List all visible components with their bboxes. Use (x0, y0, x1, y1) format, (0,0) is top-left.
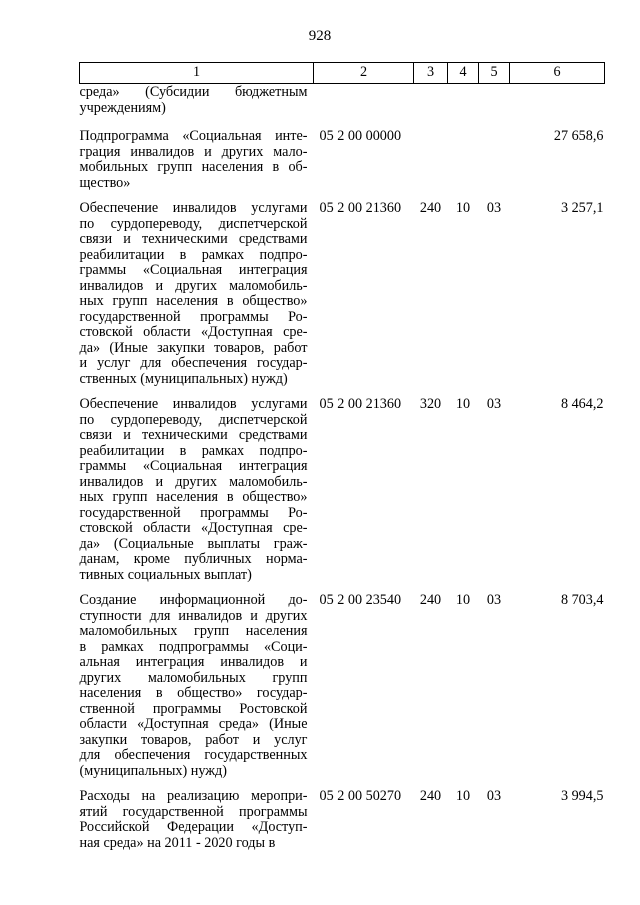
subsection-code: 03 (486, 200, 502, 216)
target-article-code: 05 2 00 21360 (319, 396, 402, 412)
header-col-5: 5 (479, 63, 510, 84)
table-row (80, 593, 605, 789)
description-line: ступности для инвалидов и других (79, 607, 308, 624)
description-line: инвалидов и других маломобиль- (79, 473, 308, 490)
description-line: Создание информационной до- (79, 592, 308, 608)
description-line: населения в общество» государ- (79, 685, 308, 701)
description-line: тивных социальных выплат) (79, 566, 252, 583)
description-line: маломобильных групп населения (79, 623, 308, 639)
description-line: Подпрограмма «Социальная инте- (79, 128, 308, 144)
description-line: области «Доступная среда» (Иные (79, 716, 308, 732)
table-header-row (80, 63, 605, 84)
amount: 8 703,4 (560, 592, 604, 608)
description-line: государственной программы Ро- (79, 504, 308, 521)
expense-type-code: 240 (419, 788, 442, 804)
amount: 3 994,5 (560, 788, 604, 804)
section-code (448, 84, 479, 130)
description-line: ственных (муниципальных) нужд) (79, 370, 288, 387)
description-line: ственной программы Ростовской (79, 700, 308, 717)
expense-type-code: 240 (419, 592, 442, 608)
description-line: Российской Федерации «Доступ- (79, 819, 308, 835)
row-description (80, 129, 314, 201)
description-line: альная интеграция инвалидов и (79, 654, 308, 670)
header-col-1: 1 (80, 63, 314, 84)
description-line: Обеспечение инвалидов услугами (79, 200, 308, 216)
description-line: государственной программы Ро- (79, 308, 308, 325)
target-article-code: 05 2 00 50270 (319, 788, 402, 804)
description-line: реабилитации в рамках подпро- (79, 246, 308, 263)
header-col-4: 4 (448, 63, 479, 84)
subsection-code: 03 (486, 788, 502, 804)
description-line: по сурдопереводу, диспетчерской (79, 215, 308, 232)
subsection-code (479, 84, 510, 130)
subsection-code: 03 (486, 396, 502, 412)
row-description (80, 397, 314, 593)
amount: 8 464,2 (560, 396, 604, 412)
section-code: 10 (455, 396, 471, 412)
row-description (80, 201, 314, 397)
description-line: Обеспечение инвалидов услугами (79, 396, 308, 412)
description-line: реабилитации в рамках подпро- (79, 442, 308, 459)
target-article-code: 05 2 00 23540 (319, 592, 402, 608)
description-line: стовской области «Доступная сре- (79, 324, 308, 340)
description-line: граммы «Социальная интеграция (79, 262, 308, 278)
target-article-code (314, 84, 414, 130)
table-row (80, 201, 605, 397)
subsection-code (479, 129, 510, 201)
description-line: грация инвалидов и других мало- (79, 143, 308, 160)
row-description (80, 789, 314, 861)
description-line: инвалидов и других маломобиль- (79, 277, 308, 294)
table-row (80, 397, 605, 593)
expense-type-code: 240 (419, 200, 442, 216)
description-line: да» (Социальные выплаты граж- (79, 535, 308, 552)
header-col-2: 2 (314, 63, 414, 84)
description-line: для обеспечения государственных (79, 747, 308, 763)
description-line: в рамках подпрограммы «Соци- (79, 638, 308, 655)
description-line: по сурдопереводу, диспетчерской (79, 411, 308, 428)
amount: 3 257,1 (560, 200, 604, 216)
description-line: ных групп населения в общество» (79, 489, 308, 505)
description-line: стовской области «Доступная сре- (79, 520, 308, 536)
amount: 27 658,6 (553, 128, 604, 144)
expense-type-code (414, 129, 448, 201)
description-line: других маломобильных групп (79, 669, 308, 686)
description-line: среда» (Субсидии бюджетным (79, 84, 308, 100)
description-line: ятий государственной программы (79, 803, 308, 820)
section-code: 10 (455, 592, 471, 608)
description-line: связи и техническими средствами (79, 427, 308, 443)
description-line: ных групп населения в общество» (79, 293, 308, 309)
description-line: да» (Иные закупки товаров, работ (79, 339, 308, 356)
table-body (80, 84, 605, 862)
table-row (80, 789, 605, 861)
header-col-6: 6 (510, 63, 605, 84)
description-line: связи и техническими средствами (79, 231, 308, 247)
description-line: данам, кроме публичных норма- (79, 551, 308, 567)
header-col-3: 3 (414, 63, 448, 84)
description-line: и услуг для обеспечения государ- (79, 355, 308, 371)
description-line: учреждениям) (79, 99, 166, 116)
page-number: 928 (308, 28, 332, 44)
description-line: ная среда» на 2011 - 2020 годы в (79, 834, 276, 851)
description-line: щество» (79, 174, 131, 191)
table-row (80, 84, 605, 130)
expense-type-code: 320 (419, 396, 442, 412)
expense-type-code (414, 84, 448, 130)
section-code: 10 (455, 200, 471, 216)
subsection-code: 03 (486, 592, 502, 608)
row-description (80, 84, 314, 130)
description-line: Расходы на реализацию меропри- (79, 788, 308, 804)
description-line: граммы «Социальная интеграция (79, 458, 308, 474)
budget-table (79, 62, 605, 861)
description-line: закупки товаров, работ и услуг (79, 731, 308, 748)
amount (510, 84, 605, 130)
target-article-code: 05 2 00 21360 (319, 200, 402, 216)
row-description (80, 593, 314, 789)
section-code: 10 (455, 788, 471, 804)
section-code (448, 129, 479, 201)
description-line: мобильных групп населения в об- (79, 159, 308, 175)
table-row (80, 129, 605, 201)
description-line: (муниципальных) нужд) (79, 762, 227, 779)
target-article-code: 05 2 00 00000 (319, 128, 402, 144)
